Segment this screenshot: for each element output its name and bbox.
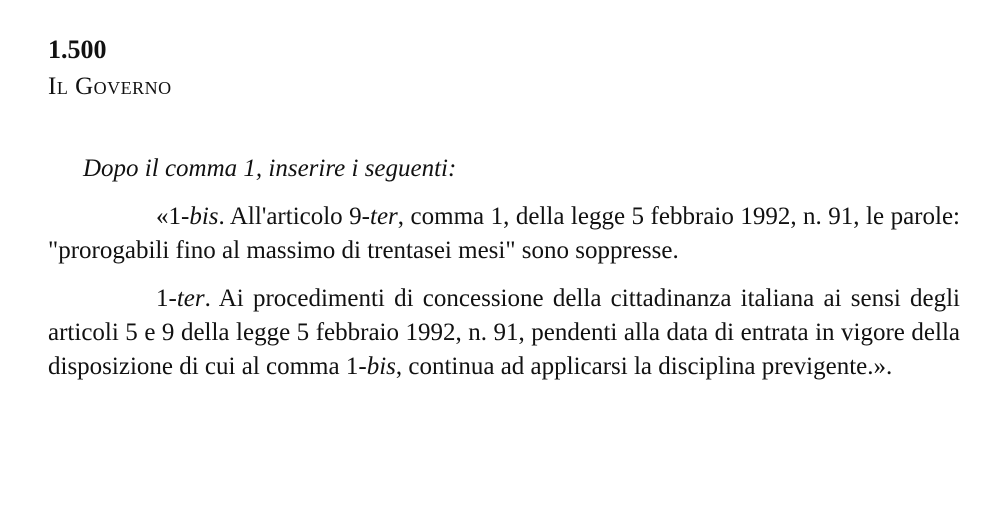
para1-text-3: . All'articolo 9- bbox=[218, 203, 370, 230]
para2-text-2: ter bbox=[176, 285, 205, 312]
para2-text-5: , continua ad applicarsi la disciplina previgente.». bbox=[395, 353, 893, 380]
paragraph-1-bis bbox=[48, 200, 960, 268]
para1-text-1: «1- bbox=[156, 203, 190, 230]
para2-text-3: . Ai procedimenti di concessione della cittadinanza italiana ai sensi degli articoli 5 e 9 della legge 5 febbraio 1992, n. 91, pendenti alla data di entrata in vigore della disposizione di cui al comma 1- bbox=[48, 285, 960, 380]
para1-text-2: bis bbox=[189, 203, 219, 230]
amendment-number: 1.500 bbox=[48, 35, 107, 64]
para2-text-4: bis bbox=[366, 353, 396, 380]
amendment-instruction: Dopo il comma 1, inserire i seguenti: bbox=[83, 155, 457, 182]
para1-text-4: ter bbox=[370, 203, 398, 230]
paragraph-1-ter bbox=[48, 282, 960, 384]
amendment-document bbox=[48, 30, 960, 384]
para2-text-1: 1- bbox=[156, 285, 177, 312]
para1-text-5: , comma 1, della legge 5 febbraio 1992, n. 91, le parole: "prorogabili fino al massimo di trentasei mesi" sono soppresse. bbox=[48, 203, 960, 264]
amendment-proposer: Il Governo bbox=[48, 73, 172, 100]
